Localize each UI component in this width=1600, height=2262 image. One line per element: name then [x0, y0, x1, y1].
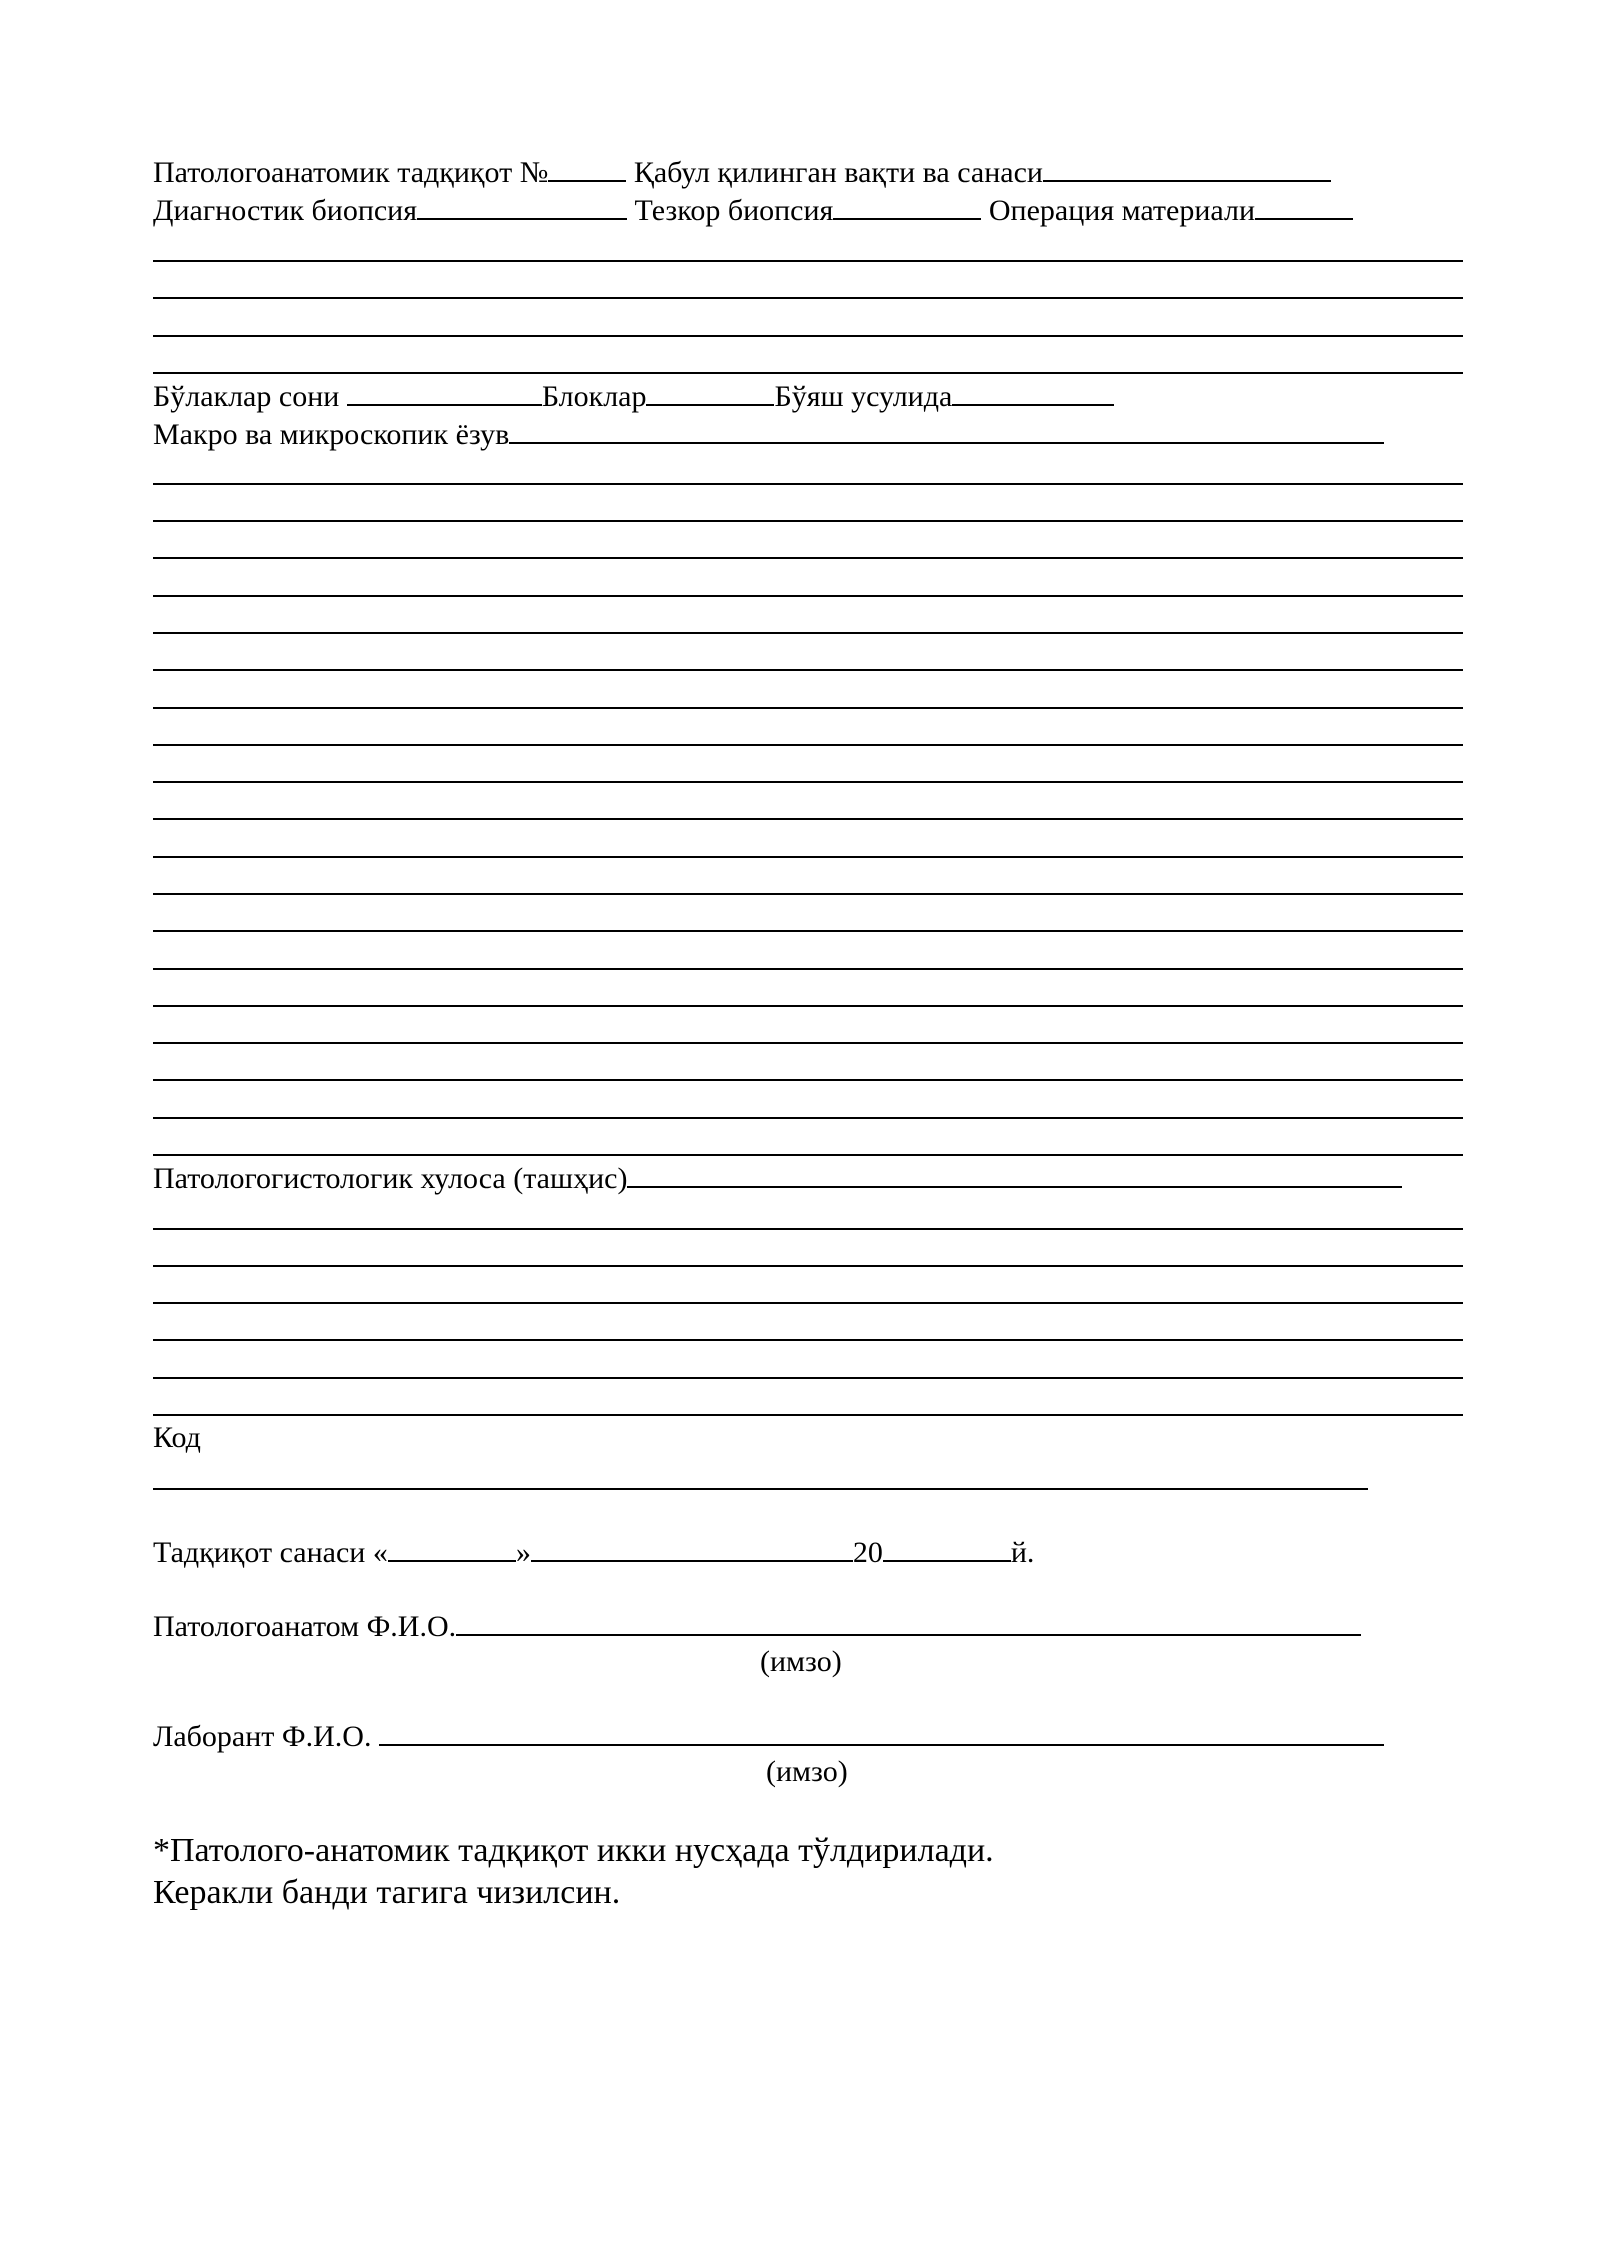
blank-line[interactable] — [153, 1302, 1463, 1304]
conclusion-field[interactable] — [627, 1158, 1402, 1188]
samples-row — [153, 376, 1114, 415]
blank-line[interactable] — [153, 1154, 1463, 1156]
century: 20 — [852, 1536, 883, 1569]
blank-line[interactable] — [153, 1042, 1463, 1044]
macro-micro-row — [153, 414, 1384, 453]
code-label: Код — [153, 1421, 201, 1454]
pieces-field[interactable] — [347, 376, 542, 406]
conclusion-row — [153, 1158, 1402, 1197]
blocks-field[interactable] — [646, 376, 774, 406]
blank-line[interactable] — [153, 818, 1463, 820]
blank-line[interactable] — [153, 520, 1463, 522]
macro-micro-field[interactable] — [509, 414, 1384, 444]
month-field[interactable] — [531, 1532, 853, 1562]
blank-line[interactable] — [153, 335, 1463, 337]
blank-line[interactable] — [153, 1117, 1463, 1119]
header-row-2 — [153, 190, 1353, 229]
received-label: Қабул қилинган вақти ва санаси — [633, 156, 1043, 189]
blank-line[interactable] — [153, 260, 1463, 262]
blank-line[interactable] — [153, 297, 1463, 299]
year-field[interactable] — [883, 1532, 1011, 1562]
blank-line[interactable] — [153, 1377, 1463, 1379]
blank-line[interactable] — [153, 1228, 1463, 1230]
pathologist-label: Патологоанатом Ф.И.О. — [153, 1610, 457, 1643]
pathologist-field[interactable] — [456, 1606, 1361, 1636]
date-row — [153, 1532, 1034, 1571]
urgent-biopsy-label: Тезкор биопсия — [634, 194, 834, 227]
diagnostic-biopsy-field[interactable] — [417, 190, 627, 220]
code-field[interactable] — [153, 1488, 1368, 1490]
research-no-label: Патологоанатомик тадқиқот № — [153, 156, 549, 189]
blank-line[interactable] — [153, 1414, 1463, 1416]
blank-line[interactable] — [153, 781, 1463, 783]
blank-line[interactable] — [153, 707, 1463, 709]
operation-material-field[interactable] — [1255, 190, 1353, 220]
stain-field[interactable] — [952, 376, 1114, 406]
day-field[interactable] — [388, 1532, 516, 1562]
blank-line[interactable] — [153, 632, 1463, 634]
conclusion-label: Патологогистологик хулоса (ташҳис) — [153, 1162, 628, 1195]
blank-line[interactable] — [153, 1005, 1463, 1007]
blank-line[interactable] — [153, 483, 1463, 485]
year-suffix: й. — [1010, 1536, 1035, 1569]
research-no-field[interactable] — [548, 152, 626, 182]
blank-line[interactable] — [153, 1339, 1463, 1341]
blank-line[interactable] — [153, 372, 1463, 374]
lab-field[interactable] — [379, 1716, 1384, 1746]
pathologist-row — [153, 1606, 1361, 1645]
blank-line[interactable] — [153, 1079, 1463, 1081]
blank-line[interactable] — [153, 669, 1463, 671]
lab-sign-caption: (имзо) — [766, 1755, 848, 1788]
blank-line[interactable] — [153, 557, 1463, 559]
blank-line[interactable] — [153, 893, 1463, 895]
date-label: Тадқиқот санаси — [153, 1536, 366, 1569]
received-field[interactable] — [1043, 152, 1331, 182]
blank-line[interactable] — [153, 856, 1463, 858]
blank-line[interactable] — [153, 930, 1463, 932]
footer-note-1: *Патолого-анатомик тадқиқот икки нусҳада тўлдирилади. — [153, 1832, 994, 1869]
blank-line[interactable] — [153, 595, 1463, 597]
diagnostic-biopsy-label: Диагностик биопсия — [153, 194, 418, 227]
blank-line[interactable] — [153, 744, 1463, 746]
stain-label: Бўяш усулида — [774, 380, 953, 413]
lab-label: Лаборант Ф.И.О. — [153, 1720, 372, 1753]
urgent-biopsy-field[interactable] — [833, 190, 981, 220]
blank-line[interactable] — [153, 1265, 1463, 1267]
pieces-label: Бўлаклар сони — [153, 380, 340, 413]
lab-row — [153, 1716, 1384, 1755]
close-quote: » — [515, 1536, 531, 1569]
macro-micro-label: Макро ва микроскопик ёзув — [153, 418, 510, 451]
blocks-label: Блоклар — [541, 380, 647, 413]
pathologist-sign-caption: (имзо) — [760, 1645, 842, 1678]
open-quote: « — [372, 1536, 388, 1569]
operation-material-label: Операция материали — [988, 194, 1256, 227]
footer-note-2: Керакли банди тагига чизилсин. — [153, 1874, 621, 1911]
blank-line[interactable] — [153, 968, 1463, 970]
header-row-1 — [153, 152, 1331, 191]
